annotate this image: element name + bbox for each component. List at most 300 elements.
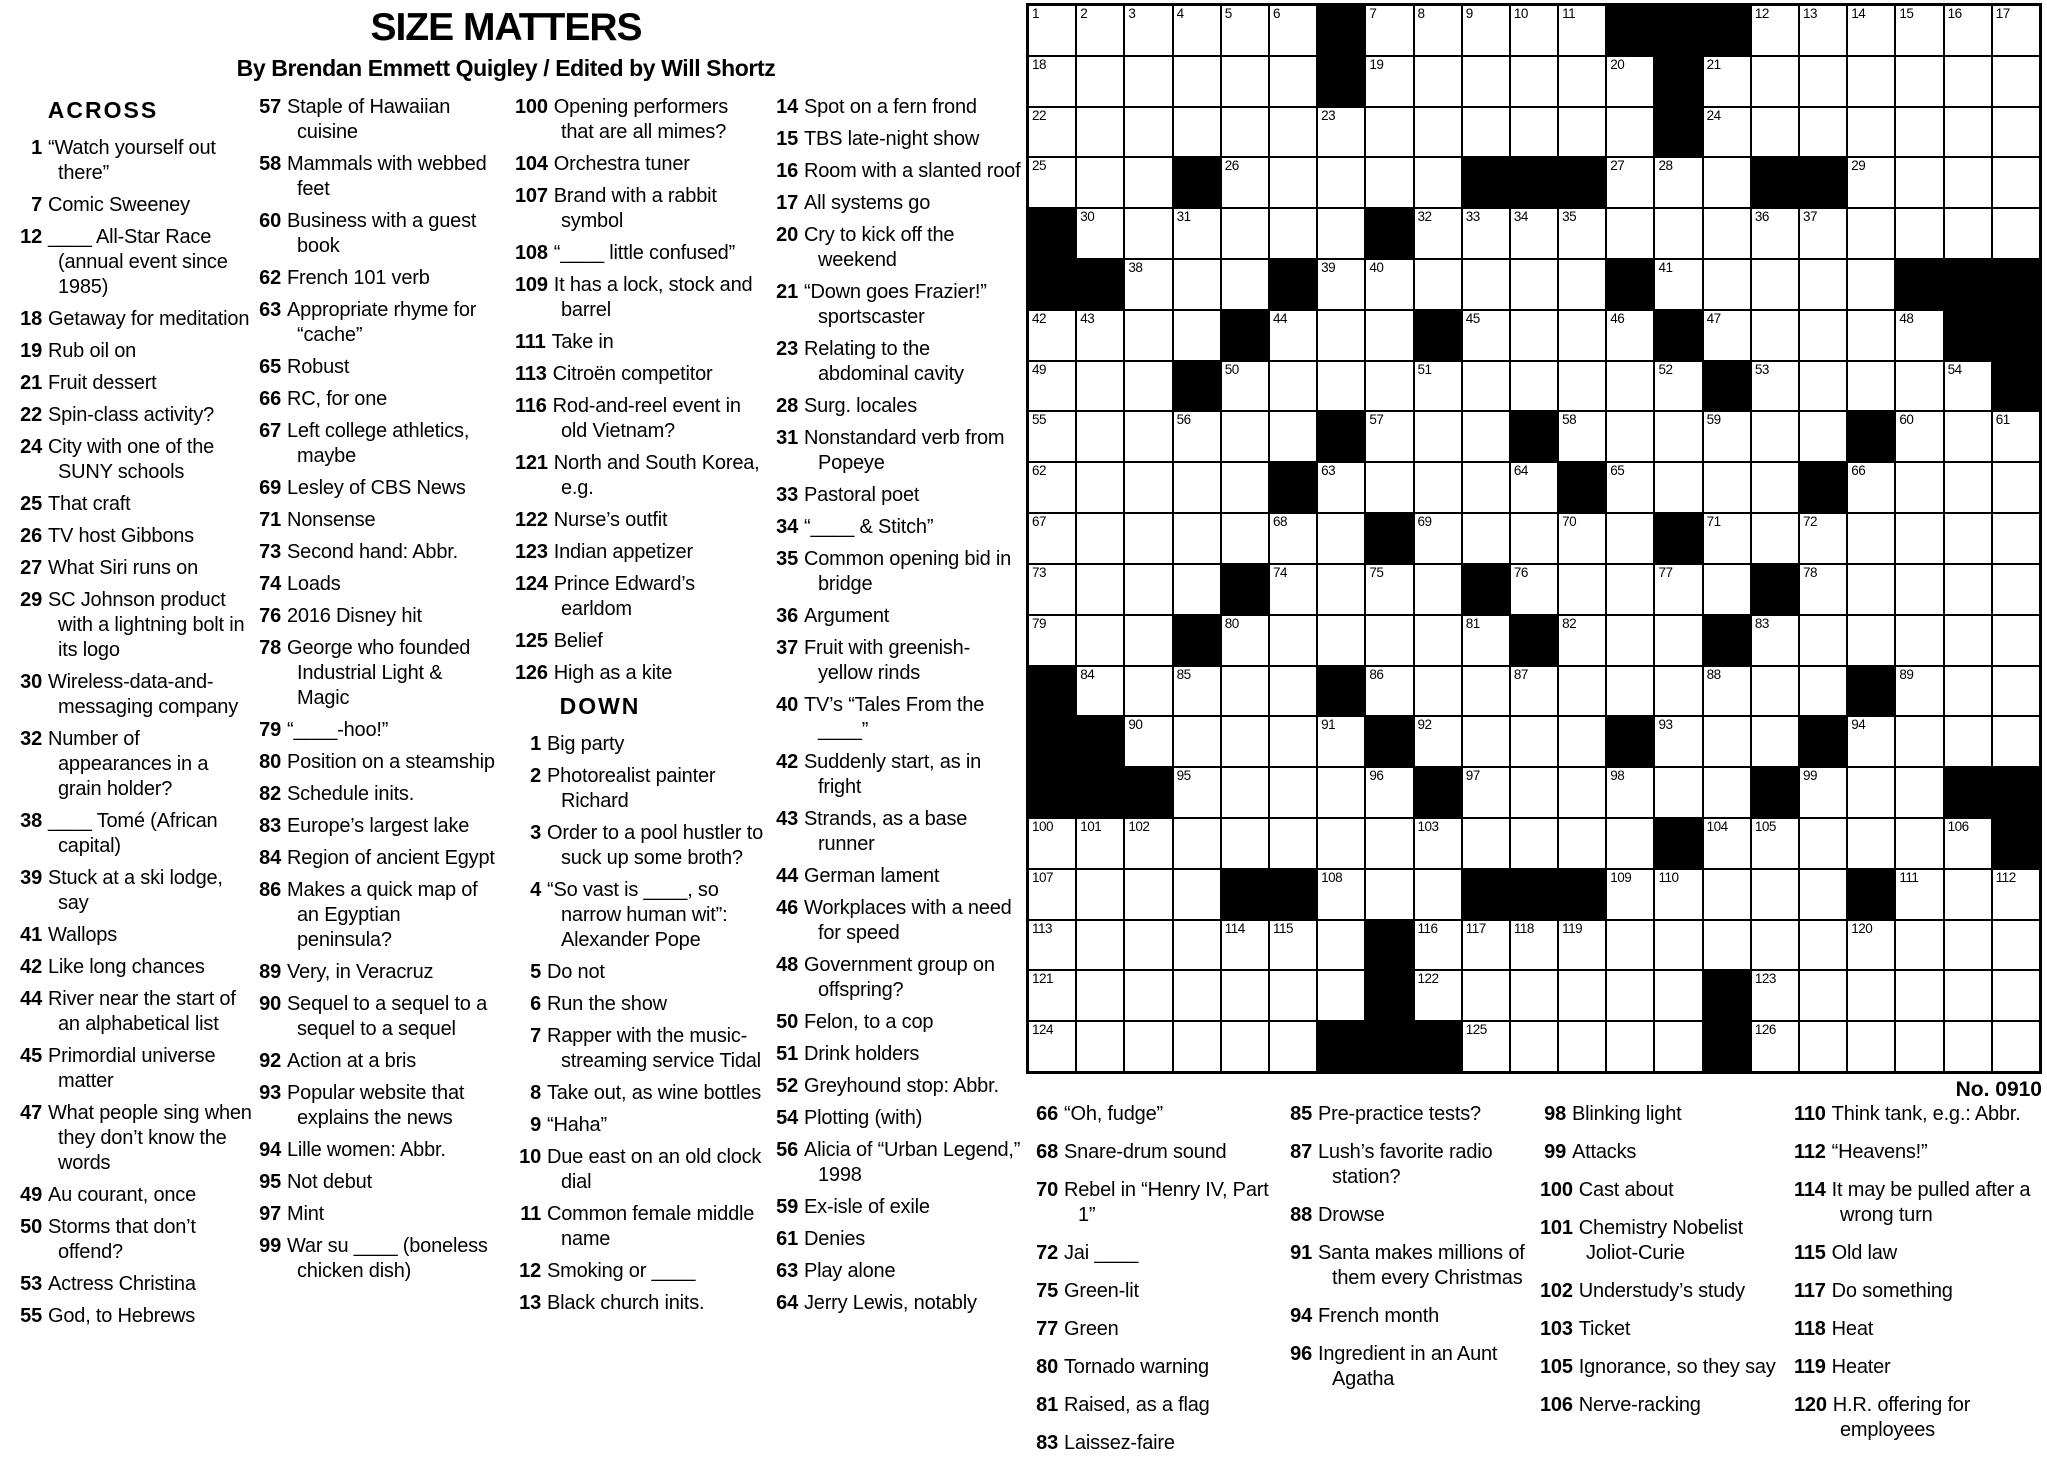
grid-cell[interactable] <box>1703 818 1751 869</box>
grid-cell[interactable] <box>1510 970 1558 1021</box>
grid-cell[interactable] <box>1558 564 1606 615</box>
grid-cell[interactable] <box>1895 56 1943 107</box>
grid-cell[interactable] <box>1124 361 1172 412</box>
grid-cell[interactable] <box>1124 716 1172 767</box>
grid-cell[interactable] <box>1847 767 1895 818</box>
grid-cell[interactable] <box>1944 564 1992 615</box>
grid-cell[interactable] <box>1317 615 1365 666</box>
grid-cell[interactable] <box>1558 107 1606 158</box>
grid-cell[interactable] <box>1654 208 1702 259</box>
grid-cell[interactable] <box>1606 157 1654 208</box>
grid-cell[interactable] <box>1895 310 1943 361</box>
grid-cell[interactable] <box>1558 666 1606 717</box>
grid-cell[interactable] <box>1654 411 1702 462</box>
grid-cell[interactable] <box>1076 107 1124 158</box>
grid-cell[interactable] <box>1944 411 1992 462</box>
grid-cell[interactable] <box>1221 767 1269 818</box>
grid-cell[interactable] <box>1895 1021 1943 1072</box>
grid-cell[interactable] <box>1606 818 1654 869</box>
grid-cell[interactable] <box>1173 1021 1221 1072</box>
grid-cell[interactable] <box>1028 818 1076 869</box>
grid-cell[interactable] <box>1269 5 1317 56</box>
grid-cell[interactable] <box>1606 310 1654 361</box>
grid-cell[interactable] <box>1751 970 1799 1021</box>
grid-cell[interactable] <box>1365 157 1413 208</box>
grid-cell[interactable] <box>1269 513 1317 564</box>
grid-cell[interactable] <box>1221 920 1269 971</box>
grid-cell[interactable] <box>1558 259 1606 310</box>
grid-cell[interactable] <box>1992 5 2040 56</box>
grid-cell[interactable] <box>1944 1021 1992 1072</box>
grid-cell[interactable] <box>1895 107 1943 158</box>
grid-cell[interactable] <box>1992 666 2040 717</box>
grid-cell[interactable] <box>1703 259 1751 310</box>
grid-cell[interactable] <box>1703 462 1751 513</box>
grid-cell[interactable] <box>1173 716 1221 767</box>
grid-cell[interactable] <box>1028 564 1076 615</box>
grid-cell[interactable] <box>1414 666 1462 717</box>
grid-cell[interactable] <box>1992 107 2040 158</box>
grid-cell[interactable] <box>1124 513 1172 564</box>
grid-cell[interactable] <box>1365 869 1413 920</box>
grid-cell[interactable] <box>1414 716 1462 767</box>
grid-cell[interactable] <box>1847 56 1895 107</box>
grid-cell[interactable] <box>1173 767 1221 818</box>
grid-cell[interactable] <box>1269 310 1317 361</box>
grid-cell[interactable] <box>1124 56 1172 107</box>
grid-cell[interactable] <box>1799 411 1847 462</box>
grid-cell[interactable] <box>1221 259 1269 310</box>
grid-cell[interactable] <box>1703 411 1751 462</box>
grid-cell[interactable] <box>1847 5 1895 56</box>
grid-cell[interactable] <box>1414 818 1462 869</box>
grid-cell[interactable] <box>1992 1021 2040 1072</box>
grid-cell[interactable] <box>1606 564 1654 615</box>
grid-cell[interactable] <box>1173 666 1221 717</box>
grid-cell[interactable] <box>1799 920 1847 971</box>
grid-cell[interactable] <box>1414 107 1462 158</box>
grid-cell[interactable] <box>1028 970 1076 1021</box>
grid-cell[interactable] <box>1751 259 1799 310</box>
grid-cell[interactable] <box>1751 107 1799 158</box>
grid-cell[interactable] <box>1028 361 1076 412</box>
grid-cell[interactable] <box>1944 56 1992 107</box>
grid-cell[interactable] <box>1124 615 1172 666</box>
grid-cell[interactable] <box>1269 666 1317 717</box>
grid-cell[interactable] <box>1221 208 1269 259</box>
grid-cell[interactable] <box>1221 5 1269 56</box>
grid-cell[interactable] <box>1028 920 1076 971</box>
grid-cell[interactable] <box>1895 716 1943 767</box>
grid-cell[interactable] <box>1076 1021 1124 1072</box>
grid-cell[interactable] <box>1944 107 1992 158</box>
grid-cell[interactable] <box>1076 56 1124 107</box>
grid-cell[interactable] <box>1751 310 1799 361</box>
grid-cell[interactable] <box>1076 5 1124 56</box>
grid-cell[interactable] <box>1462 716 1510 767</box>
grid-cell[interactable] <box>1799 56 1847 107</box>
grid-cell[interactable] <box>1751 411 1799 462</box>
grid-cell[interactable] <box>1992 208 2040 259</box>
grid-cell[interactable] <box>1173 107 1221 158</box>
grid-cell[interactable] <box>1654 1021 1702 1072</box>
grid-cell[interactable] <box>1269 107 1317 158</box>
grid-cell[interactable] <box>1173 462 1221 513</box>
grid-cell[interactable] <box>1558 513 1606 564</box>
grid-cell[interactable] <box>1799 615 1847 666</box>
grid-cell[interactable] <box>1221 615 1269 666</box>
grid-cell[interactable] <box>1799 767 1847 818</box>
grid-cell[interactable] <box>1510 767 1558 818</box>
grid-cell[interactable] <box>1414 259 1462 310</box>
grid-cell[interactable] <box>1317 716 1365 767</box>
grid-cell[interactable] <box>1028 615 1076 666</box>
grid-cell[interactable] <box>1365 462 1413 513</box>
grid-cell[interactable] <box>1124 869 1172 920</box>
grid-cell[interactable] <box>1269 208 1317 259</box>
grid-cell[interactable] <box>1799 259 1847 310</box>
grid-cell[interactable] <box>1751 666 1799 717</box>
grid-cell[interactable] <box>1028 1021 1076 1072</box>
grid-cell[interactable] <box>1895 666 1943 717</box>
grid-cell[interactable] <box>1124 462 1172 513</box>
grid-cell[interactable] <box>1654 869 1702 920</box>
grid-cell[interactable] <box>1365 361 1413 412</box>
grid-cell[interactable] <box>1510 361 1558 412</box>
grid-cell[interactable] <box>1799 818 1847 869</box>
grid-cell[interactable] <box>1414 361 1462 412</box>
grid-cell[interactable] <box>1076 462 1124 513</box>
grid-cell[interactable] <box>1317 208 1365 259</box>
grid-cell[interactable] <box>1751 5 1799 56</box>
grid-cell[interactable] <box>1221 818 1269 869</box>
grid-cell[interactable] <box>1173 5 1221 56</box>
grid-cell[interactable] <box>1895 513 1943 564</box>
grid-cell[interactable] <box>1847 462 1895 513</box>
grid-cell[interactable] <box>1124 157 1172 208</box>
grid-cell[interactable] <box>1606 1021 1654 1072</box>
grid-cell[interactable] <box>1751 513 1799 564</box>
grid-cell[interactable] <box>1654 920 1702 971</box>
grid-cell[interactable] <box>1510 462 1558 513</box>
grid-cell[interactable] <box>1558 310 1606 361</box>
grid-cell[interactable] <box>1992 615 2040 666</box>
grid-cell[interactable] <box>1847 157 1895 208</box>
grid-cell[interactable] <box>1414 208 1462 259</box>
grid-cell[interactable] <box>1799 107 1847 158</box>
grid-cell[interactable] <box>1847 716 1895 767</box>
grid-cell[interactable] <box>1895 970 1943 1021</box>
grid-cell[interactable] <box>1317 157 1365 208</box>
grid-cell[interactable] <box>1944 818 1992 869</box>
grid-cell[interactable] <box>1076 920 1124 971</box>
grid-cell[interactable] <box>1799 666 1847 717</box>
grid-cell[interactable] <box>1558 767 1606 818</box>
grid-cell[interactable] <box>1414 56 1462 107</box>
grid-cell[interactable] <box>1944 513 1992 564</box>
grid-cell[interactable] <box>1317 310 1365 361</box>
grid-cell[interactable] <box>1558 716 1606 767</box>
grid-cell[interactable] <box>1365 666 1413 717</box>
grid-cell[interactable] <box>1799 970 1847 1021</box>
grid-cell[interactable] <box>1703 208 1751 259</box>
grid-cell[interactable] <box>1365 767 1413 818</box>
grid-cell[interactable] <box>1028 107 1076 158</box>
grid-cell[interactable] <box>1895 615 1943 666</box>
grid-cell[interactable] <box>1462 1021 1510 1072</box>
grid-cell[interactable] <box>1654 564 1702 615</box>
grid-cell[interactable] <box>1510 564 1558 615</box>
grid-cell[interactable] <box>1124 107 1172 158</box>
grid-cell[interactable] <box>1847 615 1895 666</box>
grid-cell[interactable] <box>1462 513 1510 564</box>
grid-cell[interactable] <box>1462 56 1510 107</box>
grid-cell[interactable] <box>1703 310 1751 361</box>
grid-cell[interactable] <box>1221 411 1269 462</box>
grid-cell[interactable] <box>1703 564 1751 615</box>
grid-cell[interactable] <box>1606 462 1654 513</box>
grid-cell[interactable] <box>1269 615 1317 666</box>
grid-cell[interactable] <box>1558 970 1606 1021</box>
grid-cell[interactable] <box>1799 361 1847 412</box>
grid-cell[interactable] <box>1269 157 1317 208</box>
grid-cell[interactable] <box>1510 920 1558 971</box>
grid-cell[interactable] <box>1221 666 1269 717</box>
grid-cell[interactable] <box>1606 56 1654 107</box>
grid-cell[interactable] <box>1944 157 1992 208</box>
grid-cell[interactable] <box>1606 666 1654 717</box>
grid-cell[interactable] <box>1558 361 1606 412</box>
grid-cell[interactable] <box>1847 107 1895 158</box>
grid-cell[interactable] <box>1076 361 1124 412</box>
grid-cell[interactable] <box>1992 564 2040 615</box>
grid-cell[interactable] <box>1462 920 1510 971</box>
grid-cell[interactable] <box>1558 5 1606 56</box>
grid-cell[interactable] <box>1992 970 2040 1021</box>
grid-cell[interactable] <box>1558 920 1606 971</box>
grid-cell[interactable] <box>1124 310 1172 361</box>
grid-cell[interactable] <box>1751 462 1799 513</box>
grid-cell[interactable] <box>1895 869 1943 920</box>
grid-cell[interactable] <box>1173 310 1221 361</box>
grid-cell[interactable] <box>1365 310 1413 361</box>
grid-cell[interactable] <box>1847 259 1895 310</box>
grid-cell[interactable] <box>1173 513 1221 564</box>
grid-cell[interactable] <box>1606 869 1654 920</box>
grid-cell[interactable] <box>1654 970 1702 1021</box>
grid-cell[interactable] <box>1703 767 1751 818</box>
grid-cell[interactable] <box>1317 564 1365 615</box>
grid-cell[interactable] <box>1414 462 1462 513</box>
grid-cell[interactable] <box>1654 157 1702 208</box>
grid-cell[interactable] <box>1462 361 1510 412</box>
grid-cell[interactable] <box>1269 716 1317 767</box>
grid-cell[interactable] <box>1703 920 1751 971</box>
grid-cell[interactable] <box>1847 513 1895 564</box>
grid-cell[interactable] <box>1414 615 1462 666</box>
grid-cell[interactable] <box>1028 5 1076 56</box>
grid-cell[interactable] <box>1992 716 2040 767</box>
grid-cell[interactable] <box>1606 107 1654 158</box>
grid-cell[interactable] <box>1365 564 1413 615</box>
grid-cell[interactable] <box>1944 869 1992 920</box>
grid-cell[interactable] <box>1462 259 1510 310</box>
grid-cell[interactable] <box>1847 818 1895 869</box>
grid-cell[interactable] <box>1317 920 1365 971</box>
grid-cell[interactable] <box>1076 208 1124 259</box>
grid-cell[interactable] <box>1221 56 1269 107</box>
grid-cell[interactable] <box>1221 1021 1269 1072</box>
grid-cell[interactable] <box>1317 869 1365 920</box>
grid-cell[interactable] <box>1510 5 1558 56</box>
grid-cell[interactable] <box>1124 208 1172 259</box>
grid-cell[interactable] <box>1269 56 1317 107</box>
grid-cell[interactable] <box>1317 462 1365 513</box>
grid-cell[interactable] <box>1462 208 1510 259</box>
grid-cell[interactable] <box>1173 56 1221 107</box>
grid-cell[interactable] <box>1124 818 1172 869</box>
grid-cell[interactable] <box>1751 818 1799 869</box>
grid-cell[interactable] <box>1221 107 1269 158</box>
grid-cell[interactable] <box>1317 970 1365 1021</box>
grid-cell[interactable] <box>1992 56 2040 107</box>
grid-cell[interactable] <box>1269 970 1317 1021</box>
grid-cell[interactable] <box>1799 208 1847 259</box>
grid-cell[interactable] <box>1654 259 1702 310</box>
grid-cell[interactable] <box>1124 666 1172 717</box>
grid-cell[interactable] <box>1462 5 1510 56</box>
grid-cell[interactable] <box>1173 259 1221 310</box>
grid-cell[interactable] <box>1462 615 1510 666</box>
grid-cell[interactable] <box>1076 666 1124 717</box>
grid-cell[interactable] <box>1847 564 1895 615</box>
grid-cell[interactable] <box>1895 767 1943 818</box>
grid-cell[interactable] <box>1558 818 1606 869</box>
grid-cell[interactable] <box>1269 1021 1317 1072</box>
grid-cell[interactable] <box>1028 157 1076 208</box>
grid-cell[interactable] <box>1654 767 1702 818</box>
grid-cell[interactable] <box>1703 56 1751 107</box>
grid-cell[interactable] <box>1028 310 1076 361</box>
grid-cell[interactable] <box>1847 208 1895 259</box>
grid-cell[interactable] <box>1462 666 1510 717</box>
grid-cell[interactable] <box>1799 310 1847 361</box>
grid-cell[interactable] <box>1076 513 1124 564</box>
grid-cell[interactable] <box>1173 564 1221 615</box>
grid-cell[interactable] <box>1799 513 1847 564</box>
grid-cell[interactable] <box>1510 107 1558 158</box>
grid-cell[interactable] <box>1606 970 1654 1021</box>
grid-cell[interactable] <box>1895 5 1943 56</box>
grid-cell[interactable] <box>1221 716 1269 767</box>
grid-cell[interactable] <box>1365 107 1413 158</box>
grid-cell[interactable] <box>1076 970 1124 1021</box>
grid-cell[interactable] <box>1269 411 1317 462</box>
grid-cell[interactable] <box>1076 564 1124 615</box>
grid-cell[interactable] <box>1703 157 1751 208</box>
grid-cell[interactable] <box>1510 56 1558 107</box>
grid-cell[interactable] <box>1558 615 1606 666</box>
grid-cell[interactable] <box>1076 411 1124 462</box>
grid-cell[interactable] <box>1414 411 1462 462</box>
grid-cell[interactable] <box>1799 869 1847 920</box>
grid-cell[interactable] <box>1269 920 1317 971</box>
grid-cell[interactable] <box>1414 869 1462 920</box>
grid-cell[interactable] <box>1124 920 1172 971</box>
grid-cell[interactable] <box>1462 411 1510 462</box>
grid-cell[interactable] <box>1799 564 1847 615</box>
grid-cell[interactable] <box>1992 157 2040 208</box>
grid-cell[interactable] <box>1462 462 1510 513</box>
grid-cell[interactable] <box>1124 970 1172 1021</box>
grid-cell[interactable] <box>1895 157 1943 208</box>
grid-cell[interactable] <box>1124 1021 1172 1072</box>
grid-cell[interactable] <box>1076 157 1124 208</box>
grid-cell[interactable] <box>1269 361 1317 412</box>
grid-cell[interactable] <box>1992 513 2040 564</box>
grid-cell[interactable] <box>1317 361 1365 412</box>
grid-cell[interactable] <box>1558 411 1606 462</box>
grid-cell[interactable] <box>1751 716 1799 767</box>
grid-cell[interactable] <box>1895 818 1943 869</box>
grid-cell[interactable] <box>1221 361 1269 412</box>
grid-cell[interactable] <box>1606 513 1654 564</box>
grid-cell[interactable] <box>1847 310 1895 361</box>
grid-cell[interactable] <box>1558 1021 1606 1072</box>
grid-cell[interactable] <box>1510 310 1558 361</box>
grid-cell[interactable] <box>1462 818 1510 869</box>
grid-cell[interactable] <box>1847 920 1895 971</box>
grid-cell[interactable] <box>1173 818 1221 869</box>
grid-cell[interactable] <box>1076 615 1124 666</box>
grid-cell[interactable] <box>1221 462 1269 513</box>
grid-cell[interactable] <box>1895 462 1943 513</box>
grid-cell[interactable] <box>1173 411 1221 462</box>
grid-cell[interactable] <box>1992 920 2040 971</box>
grid-cell[interactable] <box>1944 462 1992 513</box>
grid-cell[interactable] <box>1944 666 1992 717</box>
grid-cell[interactable] <box>1510 1021 1558 1072</box>
grid-cell[interactable] <box>1028 869 1076 920</box>
grid-cell[interactable] <box>1654 462 1702 513</box>
grid-cell[interactable] <box>1317 767 1365 818</box>
grid-cell[interactable] <box>1992 462 2040 513</box>
grid-cell[interactable] <box>1558 208 1606 259</box>
grid-cell[interactable] <box>1847 361 1895 412</box>
grid-cell[interactable] <box>1414 513 1462 564</box>
grid-cell[interactable] <box>1751 208 1799 259</box>
grid-cell[interactable] <box>1944 615 1992 666</box>
grid-cell[interactable] <box>1944 970 1992 1021</box>
grid-cell[interactable] <box>1510 513 1558 564</box>
grid-cell[interactable] <box>1654 666 1702 717</box>
grid-cell[interactable] <box>1606 615 1654 666</box>
grid-cell[interactable] <box>1221 970 1269 1021</box>
grid-cell[interactable] <box>1895 564 1943 615</box>
grid-cell[interactable] <box>1221 157 1269 208</box>
grid-cell[interactable] <box>1558 56 1606 107</box>
grid-cell[interactable] <box>1606 208 1654 259</box>
grid-cell[interactable] <box>1751 615 1799 666</box>
grid-cell[interactable] <box>1365 5 1413 56</box>
grid-cell[interactable] <box>1317 818 1365 869</box>
grid-cell[interactable] <box>1317 107 1365 158</box>
grid-cell[interactable] <box>1317 259 1365 310</box>
grid-cell[interactable] <box>1895 208 1943 259</box>
grid-cell[interactable] <box>1462 107 1510 158</box>
grid-cell[interactable] <box>1317 513 1365 564</box>
grid-cell[interactable] <box>1173 970 1221 1021</box>
